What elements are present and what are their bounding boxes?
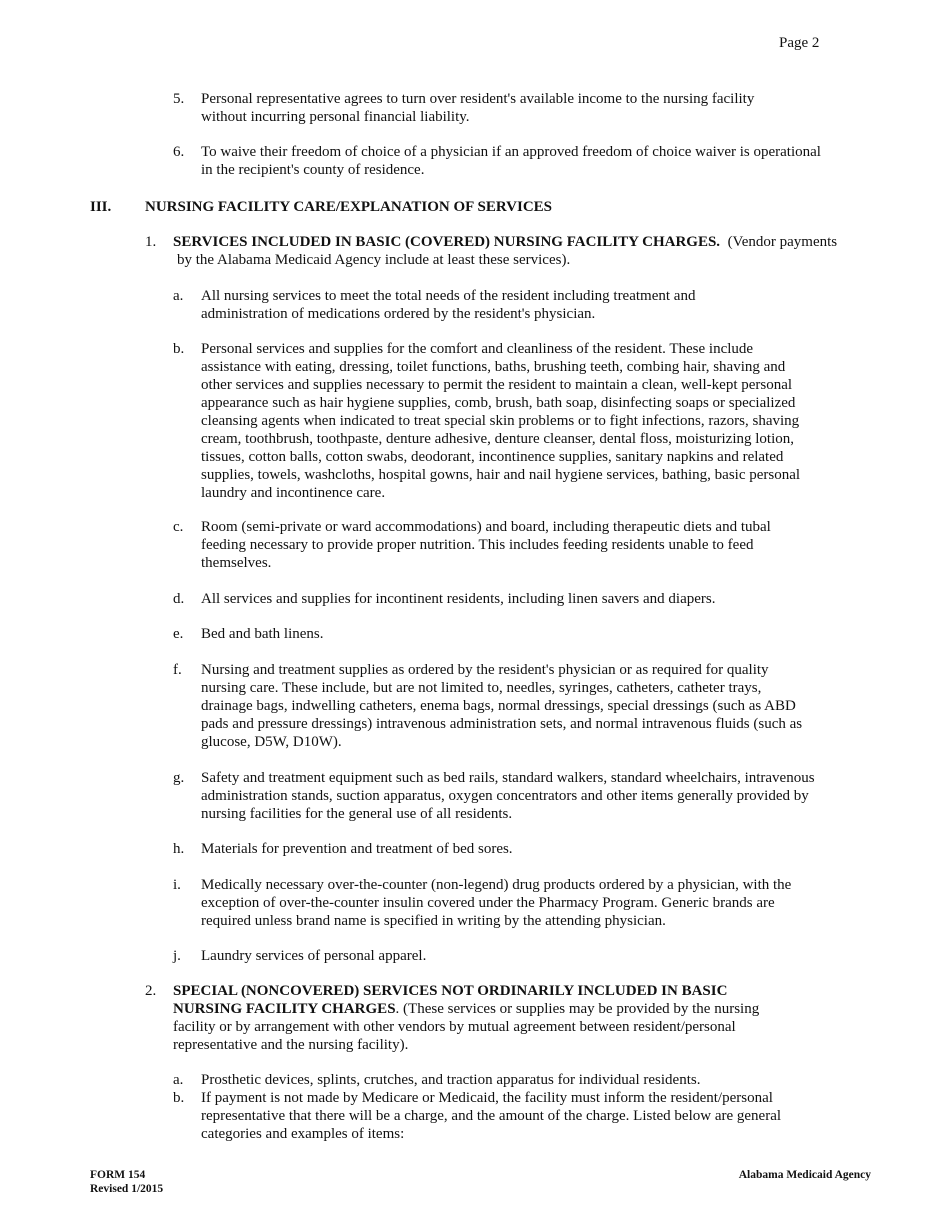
text-line: representative that there will be a charge, and the amount of the charge. Listed below are general xyxy=(201,1108,782,1124)
form-revised: Revised 1/2015 xyxy=(90,1183,164,1195)
text-line: cleansing agents when indicated to treat special skin problems or to fight infections, razors, shaving xyxy=(201,413,800,429)
item-letter: i. xyxy=(173,877,181,893)
text-line: facility or by arrangement with other vendors by mutual agreement between resident/personal xyxy=(173,1019,736,1035)
text-line: other services and supplies necessary to permit the resident to maintain a clean, well-kept personal xyxy=(201,377,793,393)
item-letter: a. xyxy=(173,1072,184,1088)
subsection-number: 1. xyxy=(145,234,157,250)
text-line: Nursing and treatment supplies as ordered by the resident's physician or as required for quality xyxy=(201,662,769,678)
item-letter: c. xyxy=(173,519,184,535)
item-text xyxy=(201,340,800,502)
item-text xyxy=(201,625,323,643)
section-title: NURSING FACILITY CARE/EXPLANATION OF SERVICES xyxy=(145,199,553,215)
item-text xyxy=(201,769,815,823)
text-line: All nursing services to meet the total needs of the resident including treatment and xyxy=(201,288,696,304)
text-line: Bed and bath linens. xyxy=(201,626,324,642)
footer-agency: Alabama Medicaid Agency xyxy=(738,1169,871,1181)
item-letter: j. xyxy=(173,948,181,964)
text-line: supplies, towels, washcloths, hospital gowns, hair and nail hygiene services, bathing, basic personal xyxy=(201,467,801,483)
text-line: Personal services and supplies for the comfort and cleanliness of the resident. These include xyxy=(201,341,754,357)
text-line: laundry and incontinence care. xyxy=(201,485,386,501)
subsection-heading xyxy=(173,233,837,269)
item-text xyxy=(201,90,754,126)
subsection-title: SPECIAL (NONCOVERED) SERVICES NOT ORDINARILY INCLUDED IN BASIC xyxy=(173,983,728,999)
text-line: tissues, cotton balls, cotton swabs, deodorant, incontinence supplies, sanitary napkins and related xyxy=(201,449,784,465)
item-letter: a. xyxy=(173,288,184,304)
item-letter: b. xyxy=(173,1090,185,1106)
text-line: drainage bags, indwelling catheters, enema bags, normal dressings, special dressings (such as ABD xyxy=(201,698,796,714)
text-line: required unless brand name is specified in writing by the attending physician. xyxy=(201,913,666,929)
item-text xyxy=(201,143,821,179)
text-line: exception of over-the-counter insulin covered under the Pharmacy Program. Generic brands are xyxy=(201,895,775,911)
item-text xyxy=(201,840,513,858)
text-line: Personal representative agrees to turn over resident's available income to the nursing facility xyxy=(201,91,755,107)
text-line: representative and the nursing facility). xyxy=(173,1037,409,1053)
subsection-heading xyxy=(173,982,759,1054)
subsection-note: . (These services or supplies may be provided by the nursing xyxy=(395,1001,760,1017)
item-text xyxy=(201,287,695,323)
text-line: assistance with eating, dressing, toilet functions, baths, brushing teeth, combing hair, shaving and xyxy=(201,359,786,375)
item-number: 5. xyxy=(173,91,185,107)
text-line: All services and supplies for incontinent residents, including linen savers and diapers. xyxy=(201,591,716,607)
text-line: pads and pressure dressings) intravenous administration sets, and normal intravenous fluids (such as xyxy=(201,716,803,732)
item-text xyxy=(201,947,426,965)
item-text xyxy=(201,1071,700,1089)
item-letter: d. xyxy=(173,591,185,607)
item-text xyxy=(201,590,715,608)
item-letter: b. xyxy=(173,341,185,357)
item-text xyxy=(201,1089,781,1143)
subsection-title: SERVICES INCLUDED IN BASIC (COVERED) NURSING FACILITY CHARGES. xyxy=(173,234,721,250)
text-line: administration of medications ordered by the resident's physician. xyxy=(201,306,596,322)
item-text xyxy=(201,518,771,572)
text-line: Materials for prevention and treatment of bed sores. xyxy=(201,841,513,857)
text-line: nursing facilities for the general use of all residents. xyxy=(201,806,513,822)
text-line: glucose, D5W, D10W). xyxy=(201,734,342,750)
subsection-note: (Vendor payments xyxy=(727,234,838,250)
item-text xyxy=(201,876,791,930)
subsection-note-line: by the Alabama Medicaid Agency include at least these services). xyxy=(177,252,571,268)
item-letter: f. xyxy=(173,662,182,678)
text-line: Medically necessary over-the-counter (non-legend) drug products ordered by a physician, with the xyxy=(201,877,792,893)
text-line: Room (semi-private or ward accommodations) and board, including therapeutic diets and tubal xyxy=(201,519,771,535)
form-number: FORM 154 xyxy=(90,1169,146,1181)
item-letter: e. xyxy=(173,626,184,642)
item-letter: h. xyxy=(173,841,185,857)
page-number: Page 2 xyxy=(779,35,820,51)
section-numeral: III. xyxy=(90,199,112,215)
subsection-title-cont: NURSING FACILITY CHARGES xyxy=(173,1001,396,1017)
item-text xyxy=(201,661,802,751)
numbered-item-5 xyxy=(173,90,873,126)
text-line: administration stands, suction apparatus, oxygen concentrators and other items generally provided by xyxy=(201,788,809,804)
text-line: nursing care. These include, but are not limited to, needles, syringes, catheters, catheter trays, xyxy=(201,680,762,696)
text-line: appearance such as hair hygiene supplies, comb, brush, bath soap, disinfecting soaps or specialized xyxy=(201,395,796,411)
subsection-1 xyxy=(145,233,875,269)
text-line: Laundry services of personal apparel. xyxy=(201,948,427,964)
text-line: categories and examples of items: xyxy=(201,1126,405,1142)
item-number: 6. xyxy=(173,144,185,160)
footer-form xyxy=(90,1168,163,1196)
text-line: To waive their freedom of choice of a physician if an approved freedom of choice waiver is operational xyxy=(201,144,821,160)
text-line: themselves. xyxy=(201,555,272,571)
text-line: If payment is not made by Medicare or Medicaid, the facility must inform the resident/personal xyxy=(201,1090,773,1106)
text-line: in the recipient's county of residence. xyxy=(201,162,425,178)
text-line: feeding necessary to provide proper nutrition. This includes feeding residents unable to feed xyxy=(201,537,754,553)
numbered-item-6 xyxy=(173,143,873,179)
subsection-number: 2. xyxy=(145,983,157,999)
text-line: without incurring personal financial liability. xyxy=(201,109,470,125)
text-line: Prosthetic devices, splints, crutches, and traction apparatus for individual residents. xyxy=(201,1072,701,1088)
text-line: Safety and treatment equipment such as bed rails, standard walkers, standard wheelchairs, intravenous xyxy=(201,770,815,786)
item-letter: g. xyxy=(173,770,185,786)
text-line: cream, toothbrush, toothpaste, denture adhesive, denture cleanser, dental floss, moisturizing lotion, xyxy=(201,431,794,447)
